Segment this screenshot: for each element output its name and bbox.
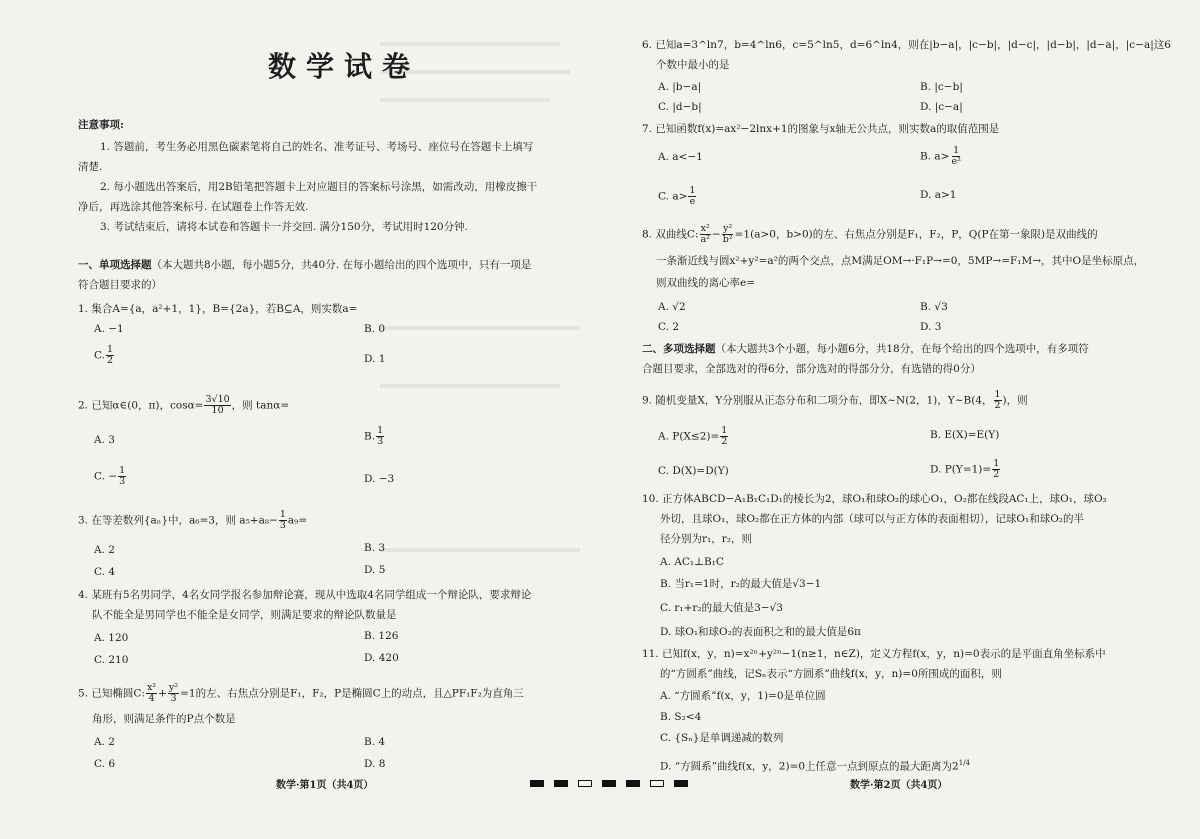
q1-option-c-label: C. [94,349,105,362]
fraction-den: 2 [107,355,114,366]
fraction [118,466,126,487]
fraction [106,345,114,366]
section-2-desc: （本大题共3个小题，每小题6分，共18分，在每个给出的四个选项中，有多项符 [715,343,1089,355]
q8-stem-b: =1(a>0，b>0)的左、右焦点分别是F₁，F₂，P，Q(P在第一象限)是双曲线的 [734,228,1098,241]
q7-option-c-label: C. a> [658,190,688,203]
q6-option-c: C. |d−b| [658,101,702,113]
fraction-den: 4 [148,693,155,704]
fraction-den: 2 [994,400,1001,411]
q4-stem: 队不能全是男同学也不能全是女同学，则满足要求的辩论队数量是 [92,609,397,621]
q4-option-c: C. 210 [94,654,129,666]
section-2-desc: 合题目要求，全部选对的得6分，部分选对的得部分分，有选错的得0分） [642,363,981,375]
fraction [204,395,230,416]
bleed-through [380,548,580,552]
plus-sign: + [158,687,167,700]
notice-line: 3. 考试结束后，请将本试卷和答题卡一并交回. 满分150分，考试用时120分钟. [100,221,468,233]
fraction [376,426,384,447]
alignment-mark [626,780,640,787]
fraction-den: 3 [279,520,286,531]
fraction-den: e² [951,156,961,167]
q8-stem: 则双曲线的离心率e= [656,277,756,289]
fraction-num: 1 [994,389,1001,400]
q2-option-d: D. −3 [364,473,395,485]
q11-option-b: B. S₂<4 [660,711,702,723]
q10-stem: 外切，且球O₁，球O₂都在正方体的内部（球可以与正方体的表面相切），记球O₁和球O₂的半 [660,513,1085,525]
q7-option-d: D. a>1 [920,189,957,201]
section-1-title: 一、单项选择题 [78,259,152,271]
q9-option-a-label: A. P(X≤2)= [658,430,720,443]
fraction [720,426,728,447]
q3-option-c: C. 4 [94,566,116,578]
fraction-den: 3 [377,436,384,447]
q3-option-b: B. 3 [364,542,386,554]
section-1-header [78,258,531,272]
fraction [699,224,710,245]
notice-line: 净后，再选涂其他答案标号. 在试题卷上作答无效. [78,201,309,213]
fraction [168,683,179,704]
q9-option-d-label: D. P(Y=1)= [930,463,992,476]
q1-option-a: A. −1 [94,323,124,335]
fraction-num: 3√10 [205,394,230,405]
q7-option-b-label: B. a> [920,150,950,163]
q2-option-c-label: C. − [94,470,118,483]
fraction [992,459,1000,480]
fraction-num: 1 [377,425,384,436]
q7-option-b [920,146,963,167]
q6-option-d: D. |c−a| [920,101,963,113]
fraction-den: 3 [170,693,177,704]
q9-stem-a: 9. 随机变量X，Y分别服从正态分布和二项分布，即X~N(2，1)，Y~B(4， [642,394,993,407]
q4-option-d: D. 420 [364,652,399,664]
fraction-den: 10 [211,405,224,416]
section-1-desc: 符合题目要求的） [78,279,162,291]
fraction-den: b² [722,234,733,245]
fraction-den: e [689,196,696,207]
exam-title: 数学试卷 [268,50,421,83]
q5-stem: 角形，则满足条件的P点个数是 [92,713,236,725]
fraction-num: 1 [993,458,1000,469]
q9-stem-b: )，则 [1002,394,1028,407]
q10-option-c: C. r₁+r₂的最大值是3−√3 [660,602,783,614]
section-2-header [642,342,1089,356]
q8-option-a: A. √2 [658,301,686,313]
q4-option-a: A. 120 [94,632,129,644]
q1-option-c [94,345,115,366]
q8-stem: 一条渐近线与圆x²+y²=a²的两个交点，点M满足OM→·F₁P→=0，5MP→=F₁M→，其中O是坐标原点， [656,255,1145,267]
fraction-num: 1 [689,185,696,196]
fraction-num: 1 [721,425,728,436]
q10-option-b: B. 当r₁=1时，r₂的最大值是√3−1 [660,578,822,590]
q11-option-d [660,756,970,774]
fraction-num: 1 [953,145,960,156]
q7-option-c [658,186,697,207]
bleed-through [380,384,560,388]
q6-option-a: A. |b−a| [658,81,702,93]
bleed-through [380,98,550,102]
fraction-num: y² [723,223,733,234]
q1-option-d: D. 1 [364,353,386,365]
q6-stem: 个数中最小的是 [656,59,730,71]
page-1-footer: 数学·第1页（共4页） [276,780,374,791]
fraction [994,390,1002,411]
q3-stem [78,510,307,531]
q7-option-a: A. a<−1 [658,151,703,163]
q11-option-a: A. “方圆系”f(x，y，1)=0是单位圆 [660,690,826,702]
section-2-title: 二、多项选择题 [642,343,716,355]
notice-line: 1. 答题前，考生务必用黑色碳素笔将自己的姓名、准考证号、考场号、座位号在答题卡上填写 [100,141,534,153]
q5-option-b: B. 4 [364,736,386,748]
q2-option-b [364,426,385,447]
q2-option-c [94,466,127,487]
q10-stem: 10. 正方体ABCD−A₁B₁C₁D₁的棱长为2，球O₁和球O₂的球心O₁，O₂都在线段AC₁上，球O₁，球O₂ [642,493,1107,505]
alignment-mark [650,780,664,787]
q2-stem [78,395,289,416]
q4-option-b: B. 126 [364,630,399,642]
q4-stem: 4. 某班有5名男同学，4名女同学报名参加辩论赛，现从中选取4名同学组成一个辩论队，要求辩论 [78,589,532,601]
alignment-mark [554,780,568,787]
fraction-den: 3 [119,476,126,487]
q5-option-d: D. 8 [364,758,386,770]
exponent: 1/4 [958,759,970,767]
fraction-den: 2 [993,469,1000,480]
fraction [146,683,157,704]
fraction-den: a² [700,234,710,245]
q8-option-b: B. √3 [920,301,948,313]
q8-option-d: D. 3 [920,321,942,333]
page-2-footer: 数学·第2页（共4页） [850,780,948,791]
section-1-desc: （本大题共8小题，每小题5分，共40分. 在每小题给出的四个选项中，只有一项是 [151,259,532,271]
q8-option-c: C. 2 [658,321,680,333]
fraction [950,146,961,167]
q8-stem [642,224,1098,245]
minus-sign: − [711,228,721,241]
q6-stem: 6. 已知a=3^ln7，b=4^ln6，c=5^ln5，d=6^ln4，则在|b−a|，|c−b|，|d−c|，|d−b|，|d−a|，|c−a|这6 [642,39,1171,51]
fraction-num: x² [146,682,157,693]
q1-stem: 1. 集合A={a，a²+1，1}，B={2a}，若B⊆A，则实数a= [78,303,358,315]
q9-stem [642,390,1028,411]
alignment-mark [674,780,688,787]
q6-option-b: B. |c−b| [920,81,963,93]
fraction-num: 1 [119,465,126,476]
q10-option-d: D. 球O₁和球O₂的表面积之和的最大值是6π [660,626,861,638]
q2-stem-a: 2. 已知α∈(0，π)，cosα= [78,399,204,412]
q9-option-b: B. E(X)=E(Y) [930,429,1000,441]
q5-stem-a: 5. 已知椭圆C: [78,687,145,700]
notice-heading: 注意事项: [78,119,124,131]
fraction-num: 1 [279,509,286,520]
q5-option-c: C. 6 [94,758,116,770]
bleed-through [380,42,560,46]
alignment-mark [578,780,592,787]
q2-option-a: A. 3 [94,434,115,446]
q5-option-a: A. 2 [94,736,115,748]
q2-option-b-label: B. [364,430,376,443]
q10-option-a: A. AC₁⊥B₁C [660,556,724,568]
alignment-mark [530,780,544,787]
alignment-mark [602,780,616,787]
q5-stem-b: =1的左、右焦点分别是F₁，F₂，P是椭圆C上的动点，且△PF₁F₂为直角三 [180,687,524,700]
q3-option-a: A. 2 [94,544,115,556]
fraction-num: y² [168,682,179,693]
q11-option-d-label: D. “方圆系”曲线f(x，y，2)=0上任意一点到原点的最大距离为2 [660,760,959,773]
fraction [688,186,696,207]
fraction [279,510,287,531]
q11-stem: 的“方圆系”曲线，记Sₙ表示“方圆系”曲线f(x，y，n)=0所围成的面积，则 [660,668,1002,680]
fraction-den: 2 [721,436,728,447]
q3-option-d: D. 5 [364,564,386,576]
q11-option-c: C. {Sₙ}是单调递减的数列 [660,732,784,744]
notice-line: 清楚. [78,161,103,173]
q7-stem: 7. 已知函数f(x)=ax²−2lnx+1的图象与x轴无公共点，则实数a的取值范围是 [642,123,1000,135]
q10-stem: 径分别为r₁，r₂，则 [660,533,752,545]
q5-stem [78,683,524,704]
fraction-num: 1 [107,344,114,355]
q8-stem-a: 8. 双曲线C: [642,228,699,241]
q9-option-c: C. D(X)=D(Y) [658,465,729,477]
q11-stem: 11. 已知f(x，y，n)=x²ⁿ+y²ⁿ−1(n≥1，n∈Z)，定义方程f(x，y，n)=0表示的是平面直角坐标系中 [642,648,1106,660]
notice-line: 2. 每小题选出答案后，用2B铅笔把答题卡上对应题目的答案标号涂黑，如需改动，用橡皮擦干 [100,181,538,193]
q9-option-a [658,426,729,447]
fraction-num: x² [700,223,710,234]
q1-option-b: B. 0 [364,323,386,335]
q3-stem-a: 3. 在等差数列{aₙ}中，a₆=3，则 a₅+a₈− [78,514,278,527]
bleed-through [380,326,580,330]
fraction [722,224,734,245]
q3-stem-b: a₉= [287,514,308,527]
q9-option-d [930,459,1001,480]
alignment-marks [530,780,688,787]
q2-stem-b: ，则 tanα= [231,399,290,412]
